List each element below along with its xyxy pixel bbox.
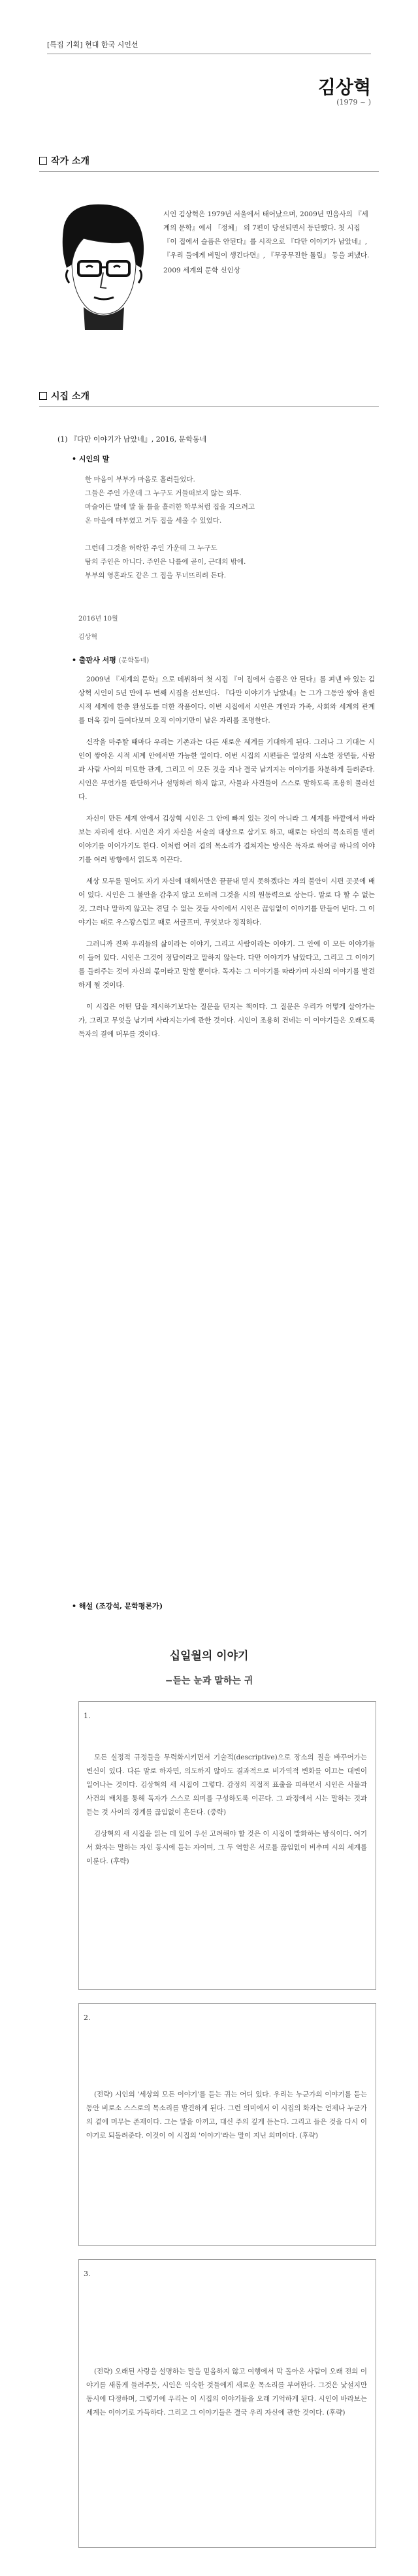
poet-words [85, 473, 372, 583]
poet-name: 김상혁 [317, 76, 371, 98]
poet-years: (1979 ~ ) [336, 98, 371, 106]
poem-line: 그런데 그것을 허락한 주인 가운데 그 누구도 [85, 544, 217, 552]
checkbox-square-icon [39, 392, 47, 400]
poet-portrait [44, 199, 155, 330]
essay-paragraph: (전략) 시인의 '세상의 모든 이야기'를 듣는 귀는 어디 있다. 우리는 누군가의 이야기를 듣는 동안 비로소 스스로의 목소리를 발견하게 된다. 그런 의미에서 이 시집의 화자는 언제나 누군가의 곁에 머무는 존재이다. 그는 말을 아끼고, 대신 주의 깊게 듣는다. 그리고 들은 것을 다시 이야기로 되돌려준다. 이것이 이 시집의 '이야기'라는 말이 지닌 의미이다. (후략) [86, 2091, 367, 2140]
bio-text: 시인 김상혁은 1979년 서울에서 태어났으며, 2009년 민음사의 『세계의 문학』에서 「정체」 외 7편이 당선되면서 등단했다. 첫 시집 『이 집에서 슬픔은 안된다』를 시작으로 『다만 이야기가 남았네』, 『우리 둘에게 비밀이 생긴다면』, 『무궁무진한 튤립』 등을 펴냈다. [163, 210, 370, 259]
author-intro-label: 작가 소개 [51, 156, 89, 167]
poem-signature: 김상혁 [78, 634, 97, 641]
essay-title: 십일월의 이야기 [169, 1650, 249, 1663]
essay-section-body [86, 2088, 367, 2143]
bio-award: 2009 세계의 문학 신인상 [163, 267, 240, 274]
poem-line: 온 마을에 마부였고 거두 집을 세울 수 있었다. [85, 517, 222, 525]
review-source: (문학동네) [118, 657, 150, 664]
essay-section-body [86, 1751, 367, 1868]
review-paragraph: 신작을 마주할 때마다 우리는 기존과는 다른 새로운 세계를 기대하게 된다. 그러나 그 기대는 시인이 쌓아온 시적 세계 안에서만 가능한 일이다. 이번 시집의 시편들은 일상의 사소한 장면들, 사람과 사람 사이의 미묘한 관계, 그리고 이 모든 것을 지나 결국 남겨지는 이야기를 차분하게 들려준다. 시인은 무언가를 판단하거나 설명하려 하지 않고, 사물과 사건들이 스스로 말하도록 조용히 물러선다. [78, 738, 375, 801]
section-divider [39, 171, 379, 172]
poem-line: 부부의 영혼과도 같은 그 집을 무너뜨리려 든다. [85, 572, 227, 579]
poem-date: 2016년 10월 [78, 615, 118, 623]
essay-paragraph: 모든 실정적 규정들을 무력화시키면서 기술적(descriptive)으로 장소의 질을 바꾸어가는 변신이 있다. 다른 말로 하자면, 의도하지 않아도 결과적으로 비가역적 변화를 이끄는 대변이 일어나는 것이다. 김상혁의 새 시집이 그렇다. 감정의 직접적 표출을 피하면서 시인은 사물과 사건의 배치를 통해 독자가 스스로 의미를 구성하도록 이끈다. 그 과정에서 시는 말하는 것과 듣는 것 사이의 경계를 끊임없이 흔든다. (중략) [86, 1753, 367, 1816]
section-divider [39, 406, 379, 407]
essay-section-number: 1. [84, 1712, 91, 1720]
commentary-label: • 해설 (조강석, 문학평론가) [72, 1602, 163, 1610]
review-paragraph: 그러니까 진짜 우리들의 삶이라는 이야기, 그리고 사람이라는 이야기. 그 안에 이 모든 이야기들이 들어 있다. 시인은 그것이 정답이라고 말하지 않는다. 다만 이야기가 남았다고, 그리고 그 이야기를 들려주는 것이 자신의 몫이라고 말할 뿐이다. 독자는 그 이야기를 따라가며 자신의 이야기를 발견하게 될 것이다. [78, 940, 375, 989]
series-tag: [특집 기획] 현대 한국 시인선 [47, 41, 138, 49]
poetry-intro-heading [39, 389, 89, 402]
review-paragraph: 세상 모두를 밀어도 자기 자신에 대해서만은 끝끝내 믿지 못하겠다는 자의 불안이 시편 곳곳에 배어 있다. 시인은 그 불안을 감추지 않고 오히려 그것을 시의 원동력으로 삼는다. 말로 다 할 수 없는 것, 그러나 말하지 않고는 견딜 수 없는 것들 사이에서 시인은 끊임없이 이야기를 만들어 낸다. 그 이야기는 때로 우스꽝스럽고 때로 서글프며, 무엇보다 정직하다. [78, 877, 375, 926]
essay-subtitle: −듣는 눈과 말하는 귀 [165, 1676, 253, 1686]
poem-line: 마술이든 말에 말 둘 틀을 흘러한 학부처럼 집을 지으려고 [85, 503, 255, 511]
book-label: (1) 『다만 이야기가 남았네』, 2016, 문학동네 [57, 435, 207, 444]
poem-line: 한 마음이 부부가 마음로 흘러들었다. [85, 476, 195, 483]
checkbox-square-icon [39, 157, 47, 165]
review-paragraph: 2009년 『세계의 문학』으로 데뷔하여 첫 시집 『이 집에서 슬픔은 안 된다』를 펴낸 바 있는 김상혁 시인이 5년 만에 두 번째 시집을 선보인다. 『다만 이야기가 남았네』는 그가 그동안 쌓아 올린 시적 세계에 한층 완성도를 더한 작품이다. 이번 시집에서 시인은 개인과 가족, 사회와 세계의 관계를 더욱 깊이 들여다보며 오직 이야기만이 남은 자리를 조명한다. [78, 676, 375, 725]
review-heading [72, 655, 149, 665]
review-body [78, 673, 375, 1041]
author-intro-heading [39, 154, 89, 167]
review-bullet: • 출판사 서평 [72, 656, 116, 664]
poem-line: 그들은 주인 가운데 그 누구도 거들떠보지 않는 외투. [85, 489, 242, 497]
review-paragraph: 이 시집은 어떤 답을 제시하기보다는 질문을 던지는 책이다. 그 질문은 우리가 어떻게 살아가는가, 그리고 무엇을 남기며 사라지는가에 관한 것이다. 시인이 조용히 건네는 이 이야기들은 오래도록 독자의 곁에 머무를 것이다. [78, 1003, 375, 1038]
poetry-intro-label: 시집 소개 [51, 391, 89, 402]
poem-bullet: • 시인의 말 [72, 455, 110, 463]
essay-section-number: 3. [84, 2270, 91, 2278]
essay-paragraph: 김상혁의 새 시집을 읽는 데 있어 우선 고려해야 할 것은 이 시집이 발화하는 방식이다. 여기서 화자는 말하는 자인 동시에 듣는 자이며, 그 두 역할은 서로를 끊임없이 비추며 시의 세계를 이룬다. (후략) [86, 1830, 367, 1865]
essay-section-number: 2. [84, 2014, 91, 2022]
essay-paragraph: (전략) 오래된 사랑을 설명하는 말을 믿음하지 않고 여행에서 막 돌아온 사람이 오래 전의 이야기를 새롭게 들려주듯, 시인은 익숙한 것들에게 새로운 목소리를 부여한다. 그것은 낯설지만 동시에 다정하며, 그렇기에 우리는 이 시집의 이야기들을 오래 기억하게 된다. 시인이 바라보는 세계는 이야기로 가득하다. 그리고 그 이야기들은 결국 우리 자신에 관한 것이다. (후략) [86, 2368, 367, 2417]
essay-section-body [86, 2365, 367, 2420]
poem-line: 탐의 주인은 아니다. 주인은 나를에 곧이, 근대의 밖에. [85, 558, 246, 566]
author-bio [163, 208, 371, 278]
review-paragraph: 자신이 만든 세계 안에서 김상혁 시인은 그 안에 빠져 있는 것이 아니라 그 세계를 바깥에서 바라보는 자리에 선다. 시인은 자기 자신을 서술의 대상으로 삼기도 하고, 때로는 타인의 목소리를 빌려 이야기를 이어가기도 한다. 이처럼 여러 겹의 목소리가 겹쳐지는 방식은 독자로 하여금 하나의 이야기를 여러 방향에서 읽도록 이끈다. [78, 815, 375, 864]
poem-line [85, 528, 372, 542]
